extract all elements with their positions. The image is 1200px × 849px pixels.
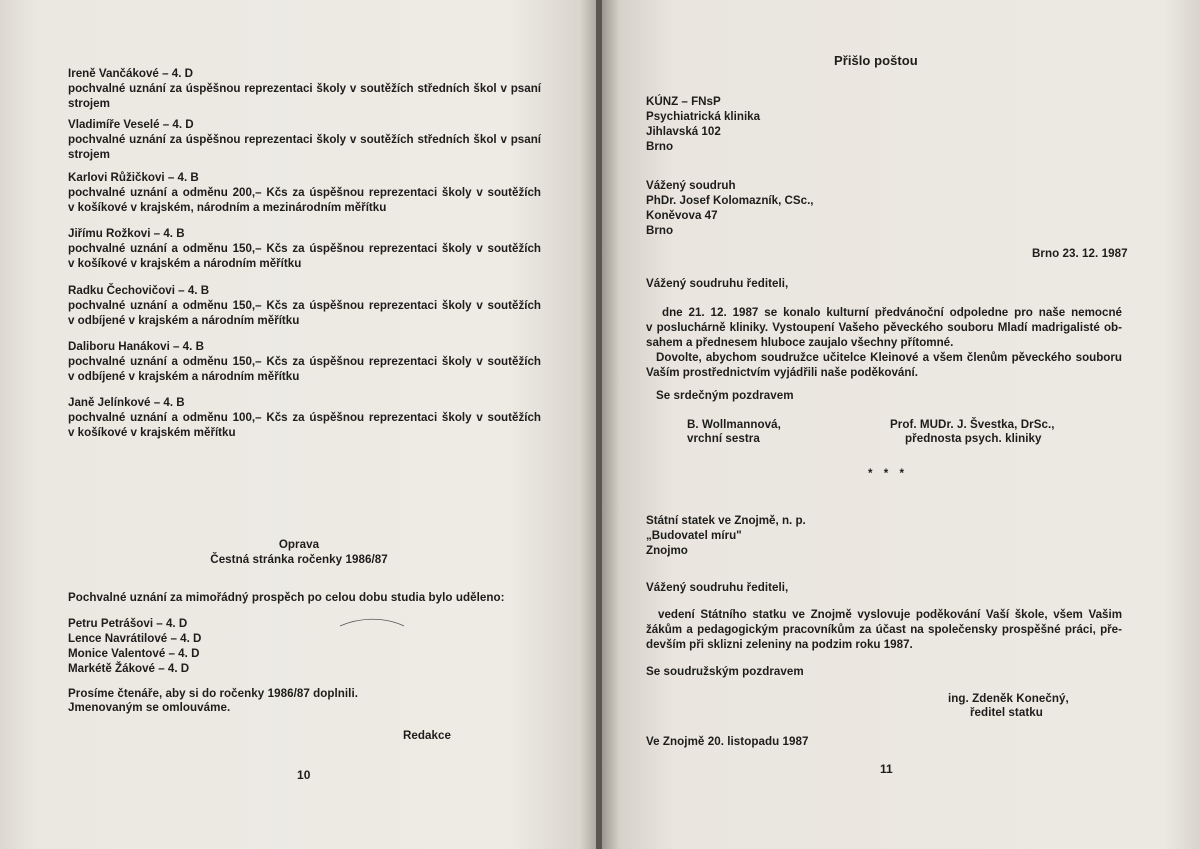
student-item: Petru Petrášovi – 4. D <box>68 617 188 630</box>
signatory-role-2: přednosta psych. kliniky <box>905 432 1042 445</box>
award-name: Karlovi Růžičkovi – 4. B <box>68 171 199 184</box>
recipient-line: Brno <box>646 224 674 237</box>
award-entry <box>68 283 541 328</box>
section-heading: Přišlo poštou <box>834 53 918 68</box>
sender-line: Brno <box>646 140 674 153</box>
correction-title: Oprava <box>278 538 320 551</box>
signatory-role: vrchní sestra <box>687 432 760 445</box>
award-text-cont: strojem <box>68 148 110 161</box>
letter1-body <box>646 305 1122 380</box>
award-text: pochvalné uznání a odměnu 150,– Kčs za úspěšnou reprezentaci školy v soutěžích <box>68 242 541 255</box>
award-text: pochvalné uznání za úspěšnou reprezentaci školy v soutěžích středních škol v psaní <box>68 133 541 146</box>
award-text-cont: v odbíjené v krajském a národním měřítku <box>68 370 300 383</box>
editor-signature: Redakce <box>403 729 452 742</box>
letter1-sender <box>646 94 760 154</box>
student-item: Lence Navrátilové – 4. D <box>68 632 202 645</box>
correction-subtitle: Čestná stránka ročenky 1986/87 <box>210 553 388 566</box>
award-entry <box>68 170 541 215</box>
award-name: Daliboru Hanákovi – 4. B <box>68 340 204 353</box>
award-text-cont: v odbíjené v krajském a národním měřítku <box>68 314 300 327</box>
body-line: devším při sklizni zeleniny na podzim roku 1987. <box>646 638 913 651</box>
body-line: žákům a pedagogickým pracovníkům za účast na společensky prospěšné práci, pře- <box>646 623 1122 636</box>
body-line: dne 21. 12. 1987 se konalo kulturní předvánoční odpoledne pro naše nemocné <box>662 306 1122 319</box>
body-line: Vaším prostřednictvím vyjádřili naše poděkování. <box>646 366 918 379</box>
award-name: Radku Čechovičovi – 4. B <box>68 284 210 297</box>
body-line: vedení Státního statku ve Znojmě vyslovuje poděkování Vaší škole, všem Vašim <box>658 608 1122 621</box>
body-line: sahem a přednesem hluboce zaujalo všechny přítomné. <box>646 336 954 349</box>
award-text: pochvalné uznání a odměnu 150,– Kčs za úspěšnou reprezentaci školy v soutěžích <box>68 355 541 368</box>
students-list <box>68 616 201 676</box>
sender-line: Státní statek ve Znojmě, n. p. <box>646 514 806 527</box>
recipient-line: PhDr. Josef Kolomazník, CSc., <box>646 194 814 207</box>
award-text-cont: strojem <box>68 97 110 110</box>
award-name: Janě Jelínkové – 4. B <box>68 396 185 409</box>
pen-stroke-mark <box>338 612 408 636</box>
signatory-name: ing. Zdeněk Konečný, <box>948 692 1069 705</box>
left-page <box>0 0 598 849</box>
recipient-line: Koněvova 47 <box>646 209 718 222</box>
award-text: pochvalné uznání za úspěšnou reprezentaci školy v soutěžích středních škol v psaní <box>68 82 541 95</box>
page-number: 11 <box>880 762 893 776</box>
letter2-place-date: Ve Znojmě 20. listopadu 1987 <box>646 735 809 748</box>
body-line: v posluchárně kliniky. Vystoupení Vašeho pěveckého souboru Mladí madrigalisté ob- <box>646 321 1122 334</box>
letter2-salutation: Vážený soudruhu řediteli, <box>646 581 789 594</box>
sender-line: Jihlavská 102 <box>646 125 721 138</box>
sender-line: KÚNZ – FNsP <box>646 95 721 108</box>
signatory-name-2: Prof. MUDr. J. Švestka, DrSc., <box>890 418 1055 431</box>
sender-line: Znojmo <box>646 544 688 557</box>
award-name: Ireně Vančákové – 4. D <box>68 67 194 80</box>
signatory-role: ředitel statku <box>970 706 1043 719</box>
student-item: Markétě Žákové – 4. D <box>68 662 190 675</box>
letter1-salutation: Vážený soudruhu řediteli, <box>646 277 789 290</box>
award-name: Jiřímu Rožkovi – 4. B <box>68 227 185 240</box>
award-text: pochvalné uznání a odměnu 100,– Kčs za úspěšnou reprezentaci školy v soutěžích <box>68 411 541 424</box>
award-entry <box>68 66 541 111</box>
letter1-closing: Se srdečným pozdravem <box>656 389 794 402</box>
student-item: Monice Valentové – 4. D <box>68 647 200 660</box>
award-text-cont: v košíkové v krajském, národním a mezinárodním měřítku <box>68 201 387 214</box>
award-text-cont: v košíkové v krajském měřítku <box>68 426 236 439</box>
note-line-2: Jmenovaným se omlouváme. <box>68 701 231 714</box>
award-text: pochvalné uznání a odměnu 150,– Kčs za úspěšnou reprezentaci školy v soutěžích <box>68 299 541 312</box>
letter2-body <box>646 607 1122 652</box>
correction-intro: Pochvalné uznání za mimořádný prospěch po celou dobu studia bylo uděleno: <box>68 591 505 604</box>
recipient-line: Vážený soudruh <box>646 179 736 192</box>
award-entry <box>68 117 541 162</box>
signatory-name: B. Wollmannová, <box>687 418 781 431</box>
letter2-sender <box>646 513 806 558</box>
body-line: Dovolte, abychom soudružce učitelce Kleinové a všem členům pěveckého souboru <box>656 351 1122 364</box>
award-entry <box>68 339 541 384</box>
right-page <box>602 0 1200 849</box>
note-line: Prosíme čtenáře, aby si do ročenky 1986/87 doplnili. <box>68 687 358 700</box>
award-text: pochvalné uznání a odměnu 200,– Kčs za úspěšnou reprezentaci školy v soutěžích <box>68 186 541 199</box>
page-number: 10 <box>297 768 311 782</box>
award-name: Vladimíře Veselé – 4. D <box>68 118 194 131</box>
letter2-closing: Se soudružským pozdravem <box>646 665 804 678</box>
sender-line: Psychiatrická klinika <box>646 110 761 123</box>
award-entry <box>68 226 541 271</box>
letter1-recipient <box>646 178 814 238</box>
award-text-cont: v košíkové v krajském a národním měřítku <box>68 257 302 270</box>
award-entry <box>68 395 541 440</box>
letter1-date: Brno 23. 12. 1987 <box>1032 247 1128 260</box>
sender-line: „Budovatel míru" <box>646 529 742 542</box>
section-separator: * * * <box>868 467 908 480</box>
